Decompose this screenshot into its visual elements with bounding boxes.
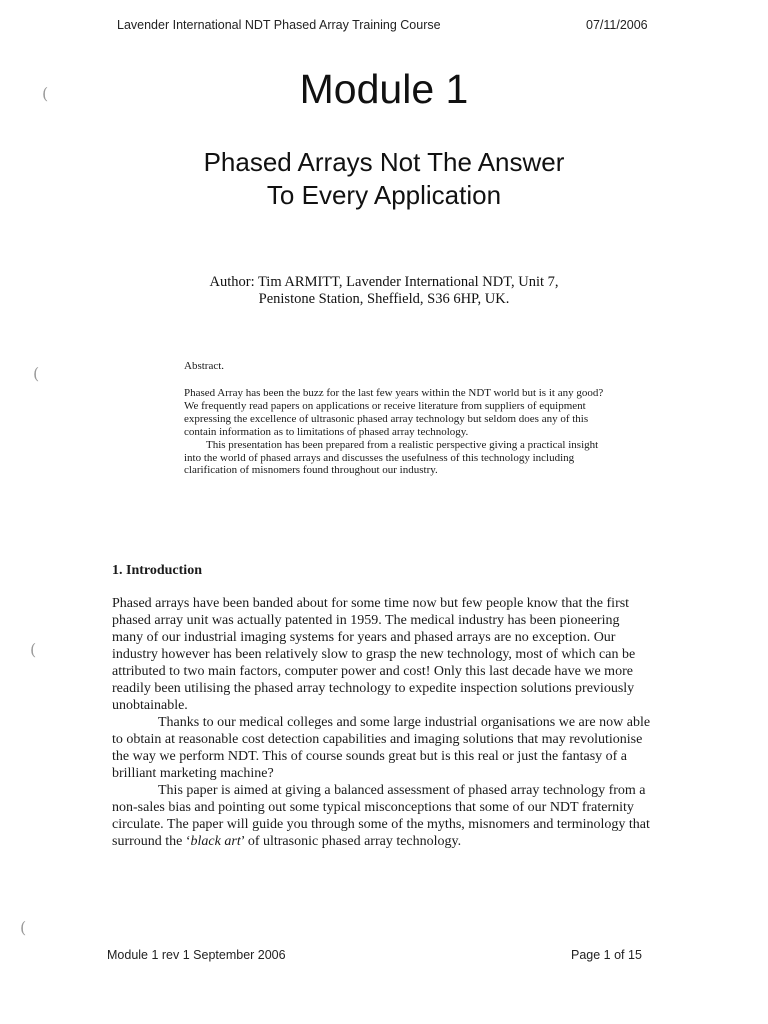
- black-art-emphasis: black art: [190, 834, 241, 849]
- introduction-paragraph-3: [112, 782, 654, 850]
- paper-title-line-1: Phased Arrays Not The Answer: [203, 147, 565, 177]
- header-date: 07/11/2006: [586, 18, 648, 32]
- author-block: [0, 274, 768, 308]
- author-line-1: Author: Tim ARMITT, Lavender International NDT, Unit 7,: [209, 274, 559, 290]
- scan-mark-icon: (: [30, 640, 37, 659]
- footer-revision: Module 1 rev 1 September 2006: [107, 948, 286, 962]
- introduction-paragraph-2: Thanks to our medical colleges and some large industrial organisations we are now able to obtain at reasonable cost detection capabilities and imaging solutions that may revolutionise the way we perform NDT. This of course sounds great but is this real or just the fantasy of a brilliant marketing machine?: [112, 715, 651, 781]
- scan-mark-icon: (: [20, 918, 27, 937]
- paper-title-line-2: To Every Application: [266, 180, 502, 210]
- author-line-2: Penistone Station, Sheffield, S36 6HP, UK.: [258, 291, 510, 307]
- paper-title: [0, 146, 768, 212]
- abstract-paragraph-2: This presentation has been prepared from a realistic perspective giving a practical insight into the world of phased arrays and discusses the usefulness of this technology including clarification of misnomers found throughout our industry.: [184, 438, 599, 477]
- footer-page-number: Page 1 of 15: [571, 948, 642, 962]
- introduction-body: [112, 595, 654, 850]
- introduction-paragraph-1: Phased arrays have been banded about for some time now but few people know that the first phased array unit was actually patented in 1959. The medical industry has been pioneering many of our industrial imaging systems for years and phased arrays are no exception. Our industry however has been relatively slow to grasp the new technology, most of which can be attributed to two main factors, computer power and cost! Only this last decade have we more readily been utilising the phased array technology to expedite inspection solutions previously unobtainable.: [112, 596, 636, 713]
- abstract-paragraph-1: Phased Array has been the buzz for the last few years within the NDT world but is it any good? We frequently read papers on applications or receive literature from suppliers of equipment expressing the excellence of ultrasonic phased array technology but seldom does any of this contain information as to limitations of phased array technology.: [184, 387, 604, 438]
- introduction-heading: 1. Introduction: [112, 563, 202, 578]
- paragraph-3-text-start: This paper is aimed at giving a balanced assessment of phased array technology from a non-sales bias and pointing out some typical misconceptions that some of our NDT fraternity circulate. The paper will guide you through some of the myths, misnomers and terminology that surround the ‘: [112, 783, 650, 849]
- scan-mark-icon: (: [33, 364, 40, 383]
- module-title: Module 1: [299, 66, 469, 112]
- abstract-heading: Abstract.: [184, 360, 225, 372]
- header-course-title: Lavender International NDT Phased Array Training Course: [117, 18, 441, 32]
- abstract-body: [184, 387, 604, 477]
- scan-mark-icon: (: [42, 84, 49, 103]
- paragraph-3-text-end: ’ of ultrasonic phased array technology.: [240, 834, 462, 849]
